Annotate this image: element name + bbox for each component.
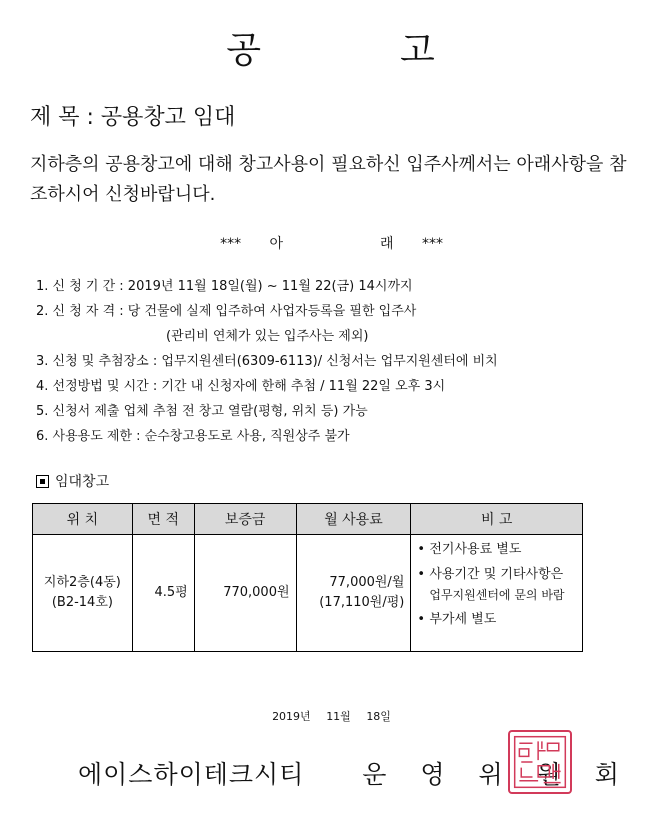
item-3: 3. 신청 및 추첨장소 : 업무지원센터(6309-6113)/ 신청서는 업무지원센터에 비치 [36, 354, 498, 369]
header-monthly-fee: 월 사용료 [296, 504, 411, 535]
remark-2 [417, 565, 581, 605]
org-char-2: 영 [420, 760, 446, 789]
rental-section-title: 임대창고 [55, 474, 110, 490]
date-month: 11월 [326, 710, 351, 723]
org-char-1: 운 [362, 760, 388, 789]
notice-items [36, 276, 498, 451]
table-row [33, 535, 583, 652]
date-day: 18일 [366, 710, 391, 723]
notice-title [0, 22, 663, 73]
remark-2-line-2: 업무지원센터에 문의 바람 [429, 588, 565, 602]
cell-location [33, 535, 133, 652]
official-seal-icon [508, 730, 572, 794]
title-char-1: 공 [226, 30, 264, 71]
location-line-1: 지하2층(4동) [43, 575, 121, 590]
location-line-2: (B2-14호) [51, 595, 113, 610]
cell-remarks [411, 535, 583, 652]
title-char-2: 고 [399, 30, 437, 71]
header-area: 면 적 [132, 504, 194, 535]
header-remarks: 비 고 [411, 504, 583, 535]
table-header-row [33, 504, 583, 535]
notice-intro: 지하층의 공용창고에 대해 창고사용이 필요하신 입주사께서는 아래사항을 참조하시어 신청바랍니다. [30, 154, 627, 205]
date-year: 2019년 [272, 710, 311, 723]
ahrae-stars-right: *** [421, 236, 443, 252]
ahrae-stars-left: *** [220, 236, 242, 252]
notice-subject: 제 목 : 공용창고 임대 [30, 105, 236, 130]
org-char-3: 위 [478, 760, 504, 789]
item-6: 6. 사용용도 제한 : 순수창고용도로 사용, 직원상주 불가 [36, 429, 350, 444]
remark-3: • 부가세 별도 [417, 610, 581, 630]
item-1: 1. 신 청 기 간 : 2019년 11월 18일(월) ~ 11월 22(금) 14시까지 [36, 279, 413, 294]
item-2-note: (관리비 연체가 있는 입주사는 제외) [166, 329, 369, 344]
monthly-line-2: (17,110원/평) [319, 595, 405, 610]
cell-area: 4.5평 [132, 535, 194, 652]
square-bullet-icon [36, 475, 49, 488]
cell-monthly-fee [296, 535, 411, 652]
remark-2-line-1: 사용기간 및 기타사항은 [429, 567, 564, 582]
rental-section-heading [36, 471, 109, 491]
org-name-main: 에이스하이테크시티 [78, 760, 305, 789]
item-4: 4. 선정방법 및 시간 : 기간 내 신청자에 한해 추첨 / 11월 22일 오후 3시 [36, 379, 446, 394]
header-location: 위 치 [33, 504, 133, 535]
remark-1: • 전기사용료 별도 [417, 540, 581, 560]
item-5: 5. 신청서 제출 업체 추첨 전 창고 열람(평형, 위치 등) 가능 [36, 404, 368, 419]
cell-deposit: 770,000원 [194, 535, 296, 652]
item-2: 2. 신 청 자 격 : 당 건물에 실제 입주하여 사업자등록을 필한 입주사 [36, 304, 417, 319]
ahrae-char-2: 래 [379, 236, 394, 252]
org-char-5: 회 [594, 760, 620, 789]
notice-date [0, 708, 663, 724]
monthly-line-1: 77,000원/월 [329, 575, 405, 590]
ahrae-heading [0, 233, 663, 253]
seal-pattern-icon [510, 732, 570, 792]
header-deposit: 보증금 [194, 504, 296, 535]
org-char-4: 원 [536, 760, 562, 789]
rental-table [32, 503, 583, 652]
ahrae-char-1: 아 [269, 236, 284, 252]
